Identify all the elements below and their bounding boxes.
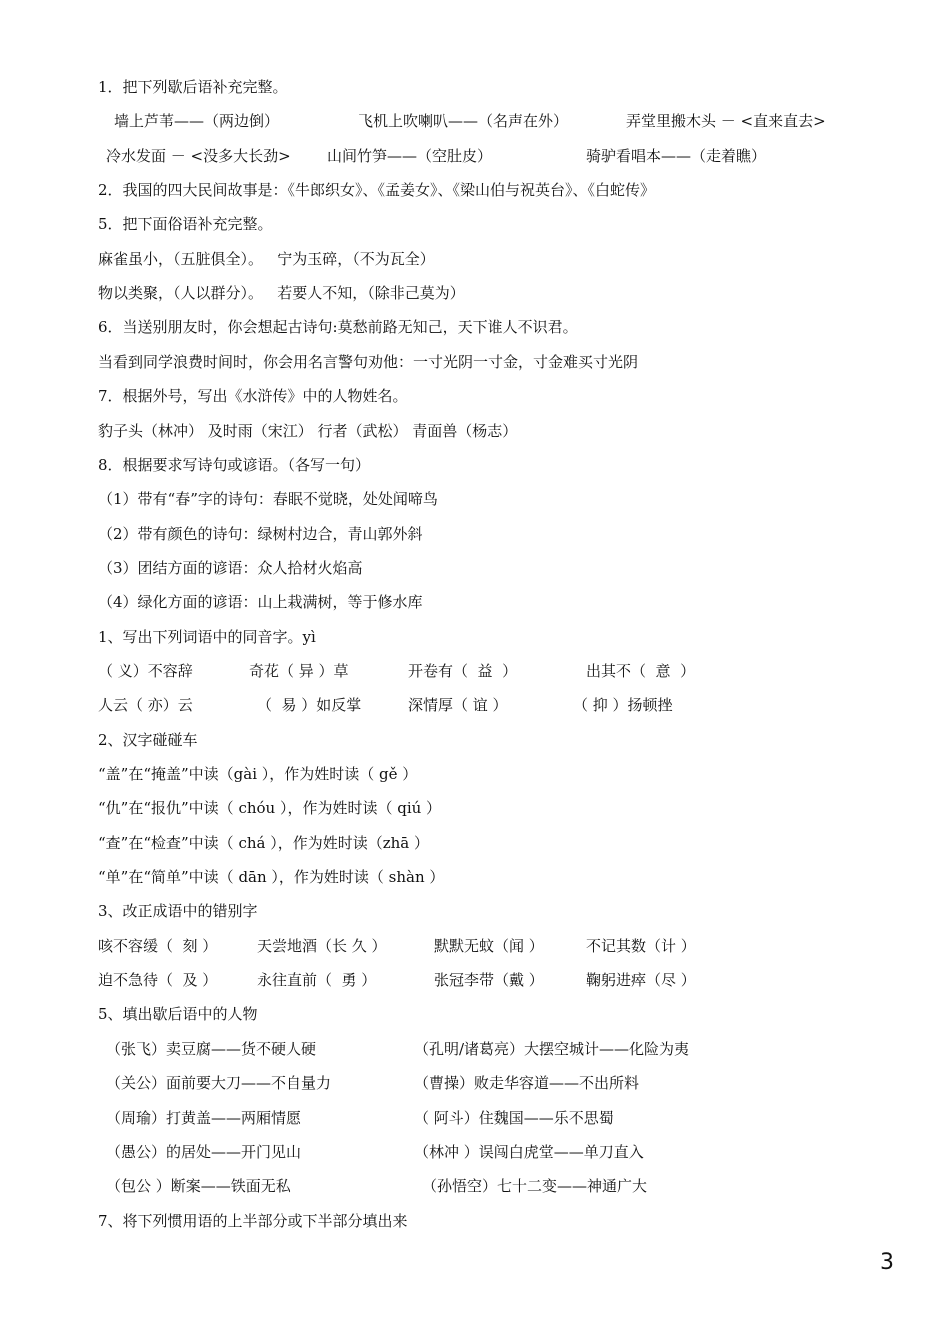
- text-line: （3）团结方面的谚语：众人拾材火焰高: [98, 558, 363, 577]
- text-line: “盖”在“掩盖”中读（gài ），作为姓时读（ gě ）: [98, 765, 418, 783]
- text-line: 8．根据要求写诗句或谚语。（各写一句）: [98, 455, 371, 474]
- text-line: 麻雀虽小，（五脏俱全）。 宁为玉碎，（不为瓦全）: [98, 249, 435, 268]
- text-segment: （愚公）的居处——开门见山: [106, 1142, 302, 1161]
- text-segment: 天尝地酒（长 久 ）: [257, 936, 387, 955]
- text-segment: （张飞）卖豆腐——货不硬人硬: [106, 1039, 317, 1058]
- text-segment: （ 易 ）如反掌: [257, 696, 362, 715]
- text-line: 物以类聚，（人以群分）。 若要人不知，（除非己莫为）: [98, 284, 465, 303]
- text-segment: （林冲 ）误闯白虎堂——单刀直入: [414, 1142, 644, 1161]
- text-line: 豹子头（林冲） 及时雨（宋江） 行者（武松） 青面兽（杨志）: [98, 421, 518, 440]
- text-line: 2．我国的四大民间故事是：《牛郎织女》、《孟姜女》、《梁山伯与祝英台》、《白蛇传》: [98, 181, 656, 200]
- text-segment: （孔明/诸葛亮）大摆空城计——化险为夷: [414, 1039, 690, 1058]
- text-segment: 开卷有（ 益 ）: [408, 661, 518, 680]
- text-line: 6．当送别朋友时，你会想起古诗句:莫愁前路无知己，天下谁人不识君。: [98, 318, 578, 337]
- text-segment: 墙上芦苇——（两边倒）: [114, 112, 280, 131]
- text-line: 1、写出下列词语中的同音字。yì: [98, 627, 316, 646]
- text-line: “查”在“检查”中读（ chá ），作为姓时读（zhā ）: [98, 833, 429, 852]
- text-line: 1．把下列歇后语补充完整。: [98, 78, 288, 96]
- text-segment: 人云（ 亦）云: [98, 696, 193, 715]
- text-segment: （曹操）败走华容道——不出所料: [414, 1074, 640, 1093]
- text-line: 5、填出歇后语中的人物: [98, 1005, 258, 1024]
- text-line: 2、汉字碰碰车: [98, 730, 198, 749]
- text-segment: （ 阿斗）住魏国——乐不思蜀: [414, 1108, 614, 1127]
- text-segment: 默默无蚊（闻 ）: [434, 936, 544, 955]
- text-segment: 出其不（ 意 ）: [586, 661, 696, 680]
- text-line: （1）带有“春”字的诗句：春眠不觉晓，处处闻啼鸟: [98, 490, 438, 509]
- text-segment: 弄堂里搬木头 － <直来直去>: [626, 112, 826, 131]
- page-number: 3: [880, 1250, 894, 1275]
- text-segment: （关公）面前要大刀——不自量力: [106, 1074, 332, 1093]
- text-line: （4）绿化方面的谚语：山上栽满树，等于修水库: [98, 593, 423, 612]
- text-segment: 骑驴看唱本——（走着瞧）: [586, 146, 767, 165]
- text-segment: 咳不容缓（ 刻 ）: [98, 936, 218, 955]
- text-line: 7．根据外号，写出《水浒传》中的人物姓名。: [98, 387, 408, 406]
- text-line: “仇”在“报仇”中读（ chóu ），作为姓时读（ qiú ）: [98, 799, 442, 818]
- text-segment: 奇花（ 异 ）草: [249, 661, 349, 680]
- text-segment: （ 义）不容辞: [98, 661, 193, 680]
- text-segment: （包公 ）断案——铁面无私: [106, 1177, 291, 1196]
- text-line: “单”在“简单”中读（ dān ），作为姓时读（ shàn ）: [98, 868, 445, 887]
- text-segment: 深情厚（ 谊 ）: [408, 696, 508, 715]
- text-line: 当看到同学浪费时间时，你会用名言警句劝他：一寸光阴一寸金，寸金难买寸光阴: [98, 352, 639, 371]
- text-segment: 冷水发面 － <没多大长劲>: [106, 146, 291, 165]
- text-segment: 不记其数（计 ）: [586, 936, 696, 955]
- text-segment: 张冠李带（戴 ）: [434, 971, 544, 990]
- text-segment: （ 抑 ）扬顿挫: [573, 696, 673, 715]
- text-line: 5．把下面俗语补充完整。: [98, 215, 273, 234]
- text-line: 3、改正成语中的错别字: [98, 902, 258, 921]
- text-segment: 飞机上吹喇叭——（名声在外）: [358, 112, 569, 131]
- text-line: 7、将下列惯用语的上半部分或下半部分填出来: [98, 1211, 408, 1230]
- text-segment: （孙悟空）七十二变——神通广大: [422, 1177, 648, 1196]
- text-segment: 鞠躬进瘁（尽 ）: [586, 971, 696, 990]
- text-segment: 山间竹笋——（空肚皮）: [327, 146, 493, 165]
- text-line: （2）带有颜色的诗句：绿树村边合，青山郭外斜: [98, 524, 423, 543]
- text-segment: 迫不急待（ 及 ）: [98, 971, 218, 990]
- text-segment: （周瑜）打黄盖——两厢情愿: [106, 1108, 302, 1127]
- text-segment: 永往直前（ 勇 ）: [257, 971, 377, 990]
